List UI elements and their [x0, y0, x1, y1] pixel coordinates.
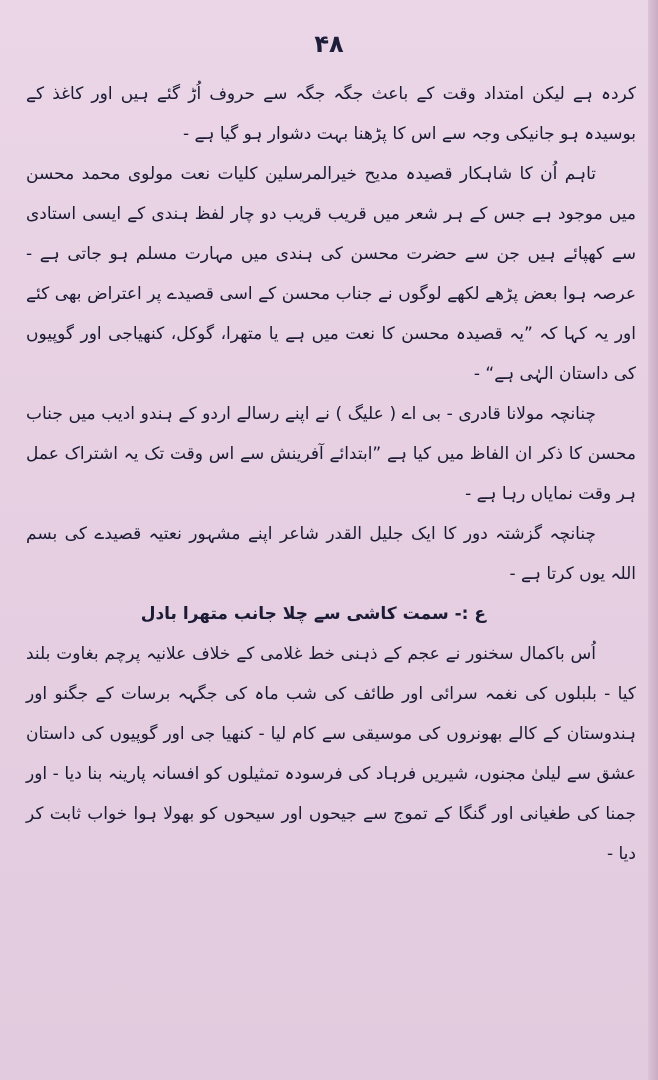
- paragraph-1: کردہ ہے لیکن امتداد وقت کے باعث جگہ جگہ سے حروف اُڑ گئے ہیں اور کاغذ کے بوسیدہ ہو جانیکی وجہ سے اس کا پڑھنا بہت دشوار ہو گیا ہے -: [26, 84, 636, 144]
- paragraph-4: چنانچہ گزشتہ دور کا ایک جلیل القدر شاعر اپنے مشہور نعتیہ قصیدے کی بسم اللہ یوں کرتا ہے -: [26, 524, 636, 584]
- page-edge-shadow: [648, 0, 658, 1080]
- page-number: ۴۸: [314, 30, 344, 58]
- verse-line: ع :- سمت کاشی سے چلا جانب متھرا بادل: [140, 604, 486, 624]
- paragraph-2: تاہم اُن کا شاہکار قصیدہ مدیح خیرالمرسلین کلیات نعت مولوی محمد محسن میں موجود ہے جس کے ہر شعر میں قریب قریب دو چار لفظ ہندی کے ایسی استادی سے کھپائے ہیں جن سے حضرت محسن کی ہندی میں مہارت مسلم ہو جاتی ہے - عرصہ ہوا بعض پڑھے لکھے لوگوں نے جناب محسن کے اسی قصیدے پر اعتراض بھی کئے اور یہ کہا کہ ”یہ قصیدہ محسن کا نعت میں ہے یا متھرا، گوکل، کنھیاجی اور گوپیوں کی داستان الہٰی ہے“ -: [26, 164, 636, 384]
- paragraph-5: اُس باکمال سخنور نے عجم کے ذہنی خط غلامی کے خلاف علانیہ پرچم بغاوت بلند کیا - بلبلوں کی نغمہ سرائی اور طائف کی شب ماہ کی جگہہ برسات کے جگنو اور ہندوستان کے کالے بھونروں کی موسیقی سے کام لیا - کنھیا جی اور گوپیوں کی داستان عشق سے لیلیٰ مجنوں، شیریں فرہاد کی فرسودہ تمثیلوں کو افسانہ پارینہ بنا دیا - اور جمنا کی طغیانی اور گنگا کے تموج سے جیحوں اور سیحوں کو بھولا ہوا خواب ثابت کر دیا -: [26, 644, 636, 864]
- page-body: [26, 74, 636, 874]
- paragraph-3: چنانچہ مولانا قادری - بی اے ( علیگ ) نے اپنے رسالے اردو کے ہندو ادیب میں جناب محسن کا ذکر ان الفاظ میں کیا ہے ”ابتدائے آفرینش سے اس وقت تک یہ اشتراک عمل ہر وقت نمایاں رہا ہے -: [26, 404, 636, 504]
